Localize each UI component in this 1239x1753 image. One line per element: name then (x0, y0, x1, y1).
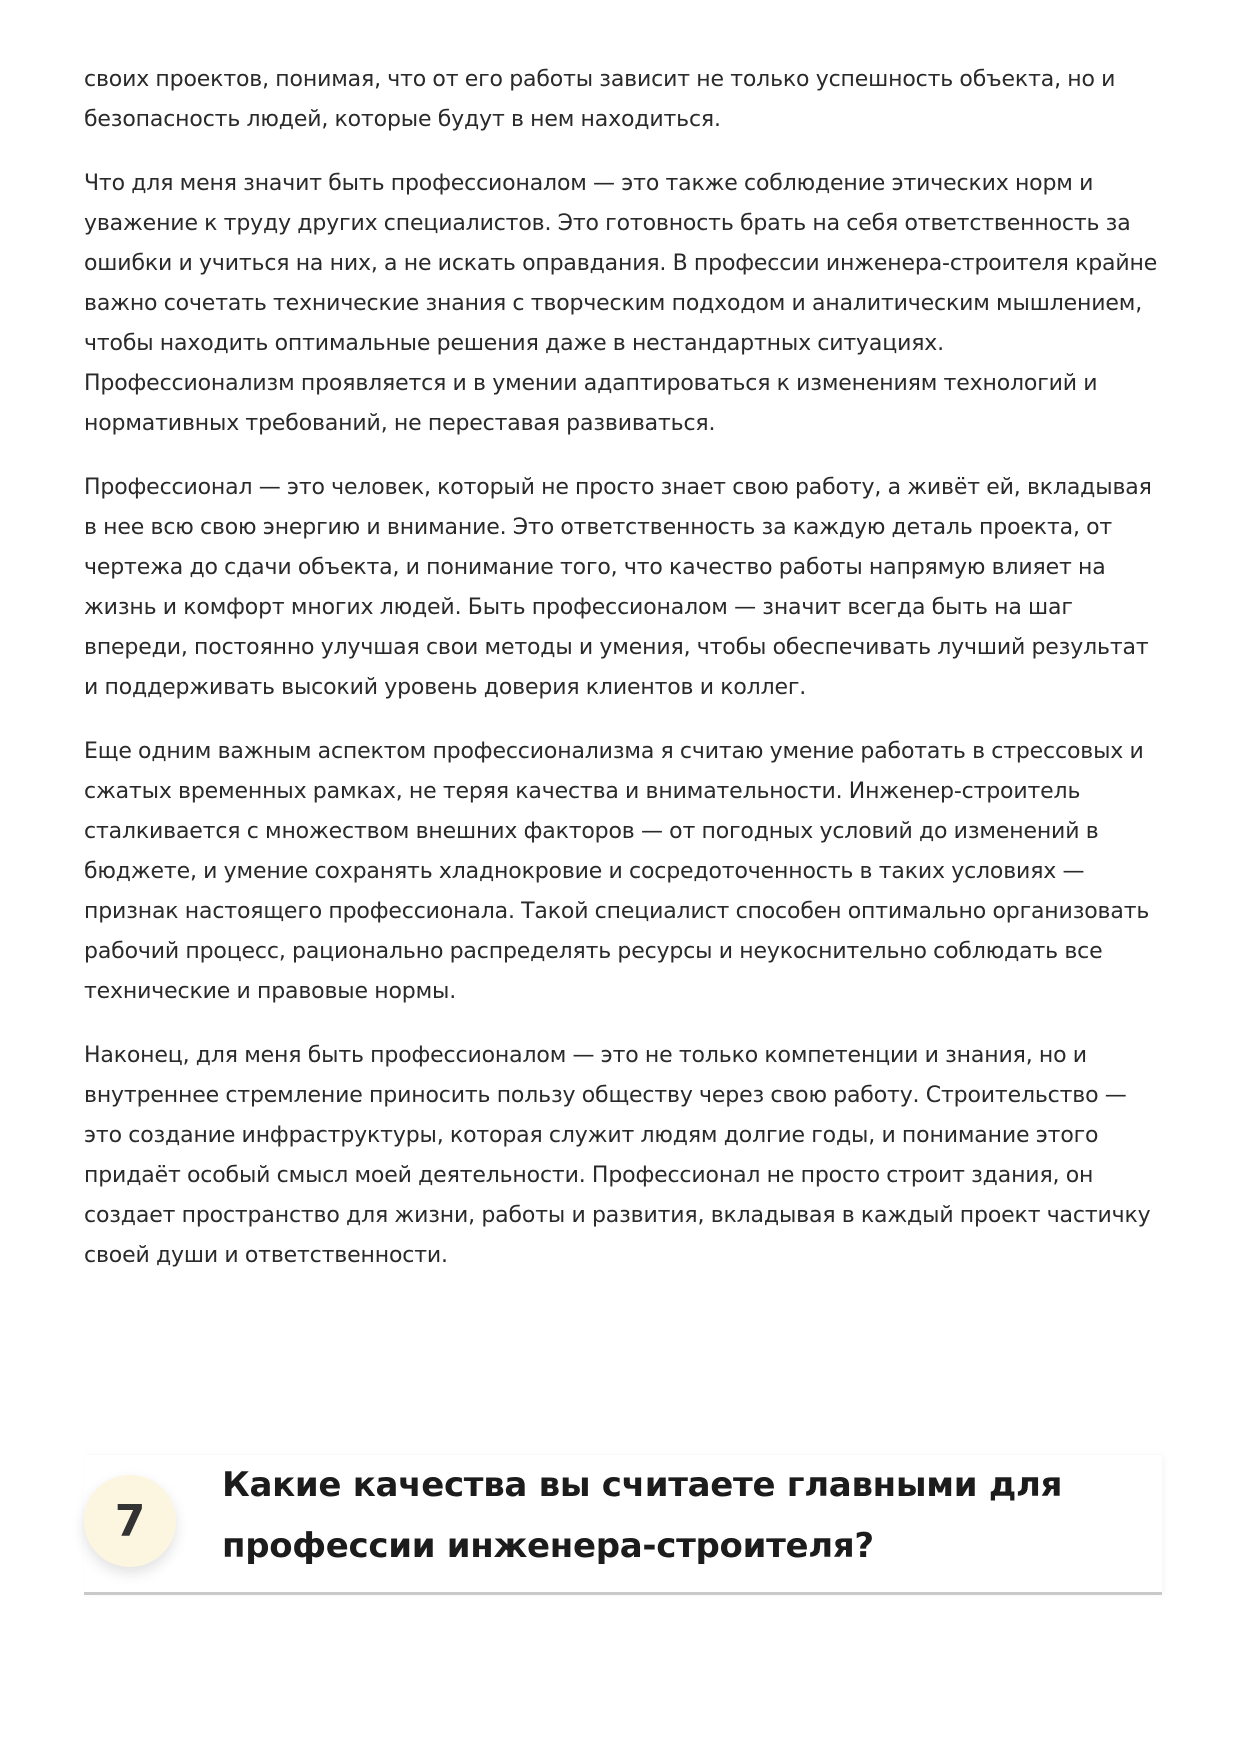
question-number-badge: 7 (84, 1475, 176, 1567)
paragraph-3: Профессионал — это человек, который не просто знает свою работу, а живёт ей, вкладывая в нее всю свою энергию и внимание. Это ответственность за каждую деталь проекта, от чертежа до сдачи объекта, и понимание того, что качество работы напрямую влияет на жизнь и комфорт многих людей. Быть профессионалом — значит всегда быть на шаг впереди, постоянно улучшая свои методы и умения, чтобы обеспечивать лучший результат и поддерживать высокий уровень доверия клиентов и коллег. (84, 475, 1152, 700)
paragraph-1: своих проектов, понимая, что от его работы зависит не только успешность объекта, но и безопасность людей, которые будут в нем находиться. (84, 67, 1116, 132)
document-body (84, 60, 1159, 1300)
paragraph-5: Наконец, для меня быть профессионалом — это не только компетенции и знания, но и внутреннее стремление приносить пользу обществу через свою работу. Строительство — это создание инфраструктуры, которая служит людям долгие годы, и понимание этого придаёт особый смысл моей деятельности. Профессионал не просто строит здания, он создает пространство для жизни, работы и развития, вкладывая в каждый проект частичку своей души и ответственности. (84, 1043, 1151, 1268)
question-section (84, 1455, 1162, 1595)
paragraph-2: Что для меня значит быть профессионалом — это также соблюдение этических норм и уважение к труду других специалистов. Это готовность брать на себя ответственность за ошибки и учиться на них, а не искать оправдания. В профессии инженера-строителя крайне важно сочетать технические знания с творческим подходом и аналитическим мышлением, чтобы находить оптимальные решения даже в нестандартных ситуациях. Профессионализм проявляется и в умении адаптироваться к изменениям технологий и нормативных требований, не переставая развиваться. (84, 171, 1158, 436)
paragraph-4: Еще одним важным аспектом профессионализма я считаю умение работать в стрессовых и сжатых временных рамках, не теряя качества и внимательности. Инженер-строитель сталкивается с множеством внешних факторов — от погодных условий до изменений в бюджете, и умение сохранять хладнокровие и сосредоточенность в таких условиях — признак настоящего профессионала. Такой специалист способен оптимально организовать рабочий процесс, рационально распределять ресурсы и неукоснительно соблюдать все технические и правовые нормы. (84, 739, 1150, 1004)
question-title: Какие качества вы считаете главными для профессии инженера-строителя? (222, 1465, 1063, 1566)
